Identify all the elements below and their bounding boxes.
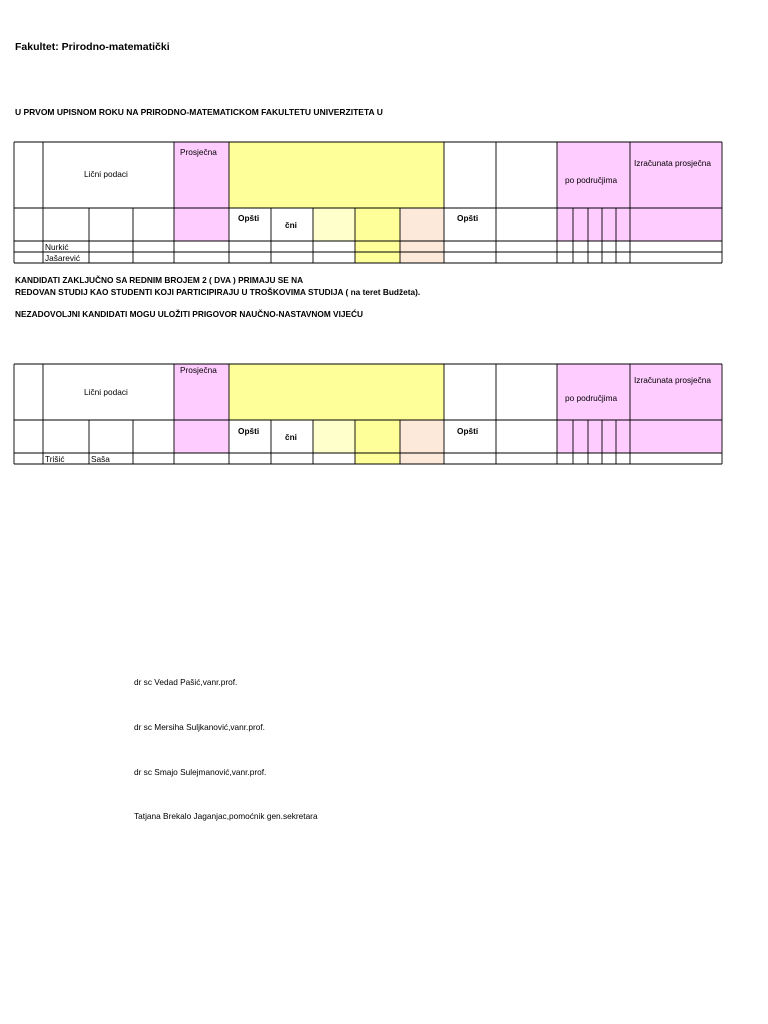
licni-podaci-label: Lični podaci: [84, 169, 128, 179]
izracunata-header-cell: [630, 142, 722, 241]
faculty-title: Fakultet: Prirodno-matematički: [15, 41, 170, 53]
signatory-1: dr sc Vedad Pašić,vanr.prof.: [134, 677, 238, 687]
opsti-label: Opšti: [238, 426, 260, 436]
signatory-3: dr sc Smajo Sulejmanović,vanr.prof.: [134, 767, 267, 777]
opsti-label: Opšti: [238, 213, 260, 223]
po-podrucjima-header-cell: [557, 142, 630, 241]
admission-note-line2: REDOVAN STUDIJ KAO STUDENTI KOJI PARTICIPIRAJU U TROŠKOVIMA STUDIJA ( na teret Budžeta).: [15, 287, 421, 297]
opsti2-label: Opšti: [457, 426, 479, 436]
po-podrucjima-label: po područjima: [565, 393, 618, 403]
izracunata-label: Izračunata prosječna: [634, 158, 712, 168]
table-row-name: Saša: [91, 454, 110, 464]
exam-group-header-cell: [229, 142, 444, 208]
izracunata-label: Izračunata prosječna: [634, 375, 712, 385]
table-row-surname: Nurkić: [45, 242, 69, 252]
results-table-2: [0, 364, 768, 466]
po-podrucjima-header-cell: [557, 364, 630, 453]
opsti2-label: Opšti: [457, 213, 479, 223]
prosjecna-label: Prosječna: [180, 147, 217, 157]
admission-note-line1: KANDIDATI ZAKLJUČNO SA REDNIM BROJEM 2 ( DVA ) PRIMAJU SE NA: [15, 275, 304, 285]
prosjecna-label: Prosječna: [180, 365, 217, 375]
table-row-surname: Trišić: [45, 454, 65, 464]
po-podrucjima-label: po područjima: [565, 175, 618, 185]
complaint-note: NEZADOVOLJNI KANDIDATI MOGU ULOŽITI PRIGOVOR NAUČNO-NASTAVNOM VIJEĆU: [15, 309, 364, 319]
licni-podaci-label: Lični podaci: [84, 387, 128, 397]
cni-label: čni: [285, 220, 297, 230]
results-table-1: [0, 142, 768, 266]
signatory-4: Tatjana Brekalo Jaganjac,pomoćnik gen.sekretara: [134, 811, 318, 821]
table-row-surname: Jašarević: [45, 253, 81, 263]
cni-label: čni: [285, 432, 297, 442]
exam-group-header-cell: [229, 364, 444, 420]
prosjecna-header-cell: [174, 364, 229, 453]
document-heading: U PRVOM UPISNOM ROKU NA PRIRODNO-MATEMATICKOM FAKULTETU UNIVERZITETA U: [15, 107, 383, 117]
signatory-2: dr sc Mersiha Suljkanović,vanr.prof.: [134, 722, 265, 732]
